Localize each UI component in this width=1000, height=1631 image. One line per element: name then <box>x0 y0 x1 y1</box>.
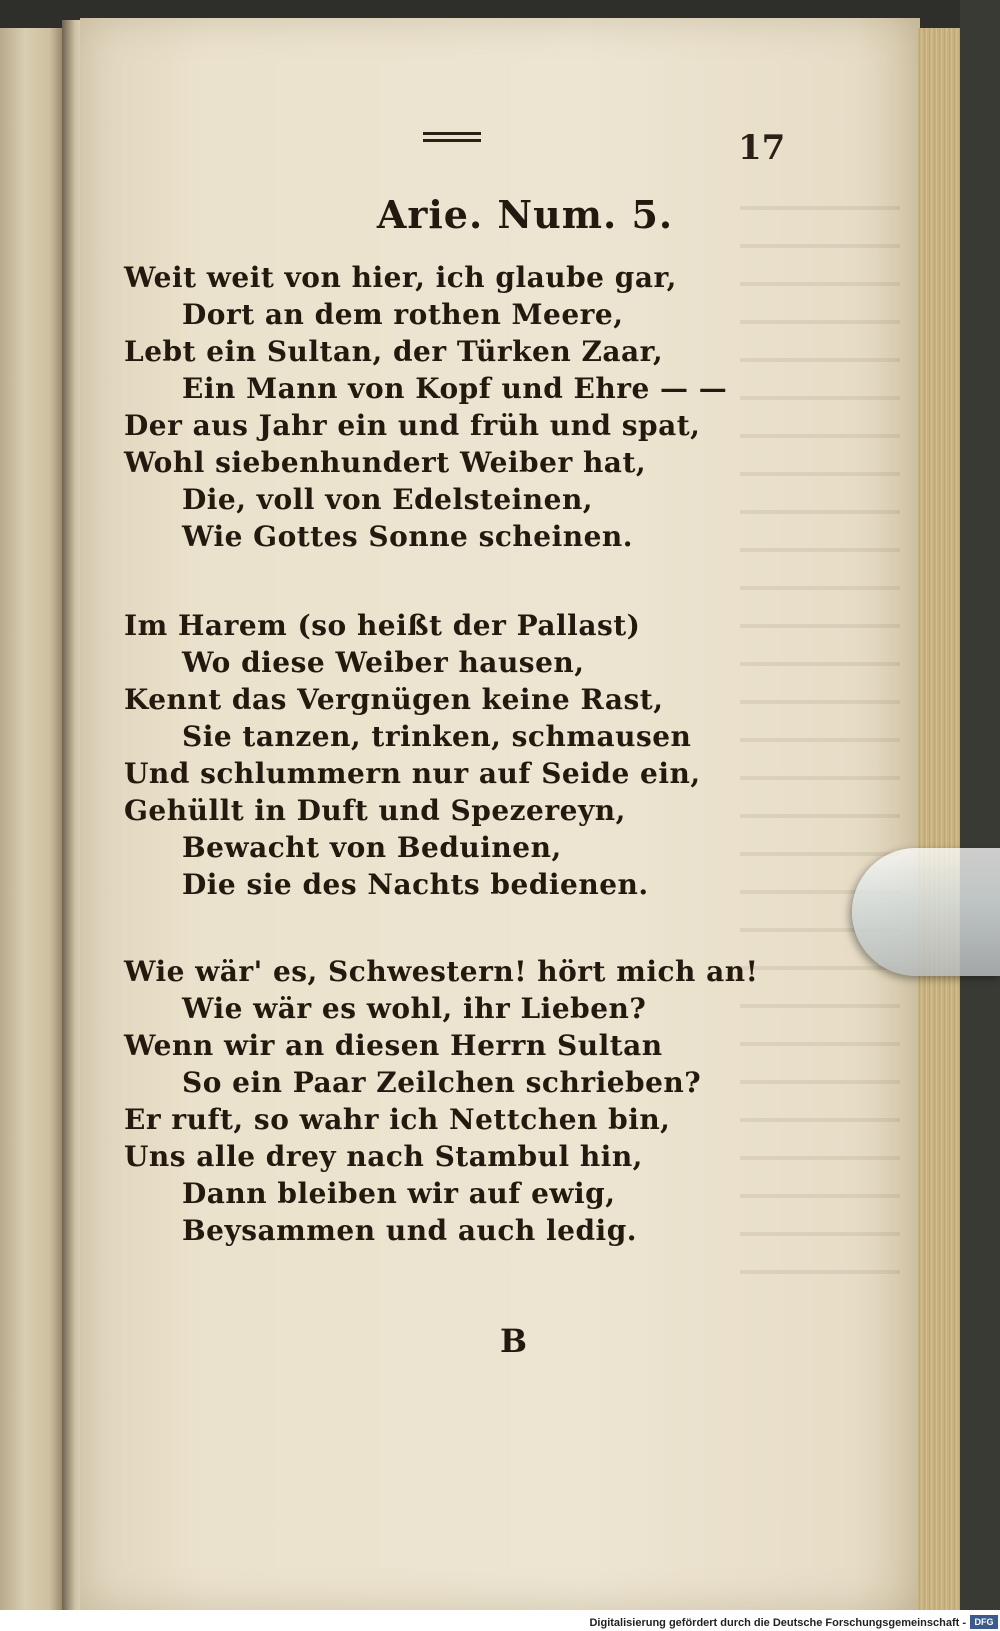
verse-line: Uns alle drey nach Stambul hin, <box>124 1140 643 1173</box>
dfg-logo: DFG <box>970 1615 998 1629</box>
verse-line: Wie wär es wohl, ihr Lieben? <box>182 992 647 1025</box>
verse-line: Wo diese Weiber hausen, <box>182 646 585 679</box>
verse-line: Im Harem (so heißt der Pallast) <box>124 609 641 642</box>
verse-line: Er ruft, so wahr ich Nettchen bin, <box>124 1103 671 1136</box>
verse-line: Dort an dem rothen Meere, <box>182 298 624 331</box>
verse-line: Lebt ein Sultan, der Türken Zaar, <box>124 335 664 368</box>
verse-line: Bewacht von Beduinen, <box>182 831 562 864</box>
verse-line: Die, voll von Edelsteinen, <box>182 483 594 516</box>
signature-mark: B <box>500 1322 528 1360</box>
bleed-through-text <box>740 180 900 1280</box>
verse-line: Und schlummern nur auf Seide ein, <box>124 757 701 790</box>
verse-line: Beysammen und auch ledig. <box>182 1214 638 1247</box>
header-rule-top <box>423 132 481 135</box>
left-page-fragment <box>0 28 62 1610</box>
verse-line: Wohl siebenhundert Weiber hat, <box>124 446 647 479</box>
page-title: Arie. Num. 5. <box>376 192 674 237</box>
digitization-credit: Digitalisierung gefördert durch die Deutsche Forschungsgemeinschaft - <box>589 1617 966 1629</box>
verse-line: Sie tanzen, trinken, schmausen <box>182 720 692 753</box>
header-rule-bottom <box>423 139 481 142</box>
glass-page-holder <box>852 848 1000 976</box>
verse-line: Gehüllt in Duft und Spezereyn, <box>124 794 626 827</box>
verse-line: Wie Gottes Sonne scheinen. <box>182 520 634 553</box>
verse-line: Kennt das Vergnügen keine Rast, <box>124 683 664 716</box>
verse-line: Die sie des Nachts bedienen. <box>182 868 649 901</box>
page-edges <box>918 28 962 1610</box>
verse-line: Wie wär' es, Schwestern! hört mich an! <box>124 955 759 988</box>
verse-line: Ein Mann von Kopf und Ehre — — <box>182 372 728 405</box>
page-number: 17 <box>738 128 786 168</box>
verse-line: Wenn wir an diesen Herrn Sultan <box>124 1029 663 1062</box>
verse-line: So ein Paar Zeilchen schrieben? <box>182 1066 702 1099</box>
background-right <box>960 0 1000 1610</box>
verse-line: Der aus Jahr ein und früh und spat, <box>124 409 701 442</box>
verse-line: Weit weit von hier, ich glaube gar, <box>124 261 677 294</box>
verse-line: Dann bleiben wir auf ewig, <box>182 1177 616 1210</box>
